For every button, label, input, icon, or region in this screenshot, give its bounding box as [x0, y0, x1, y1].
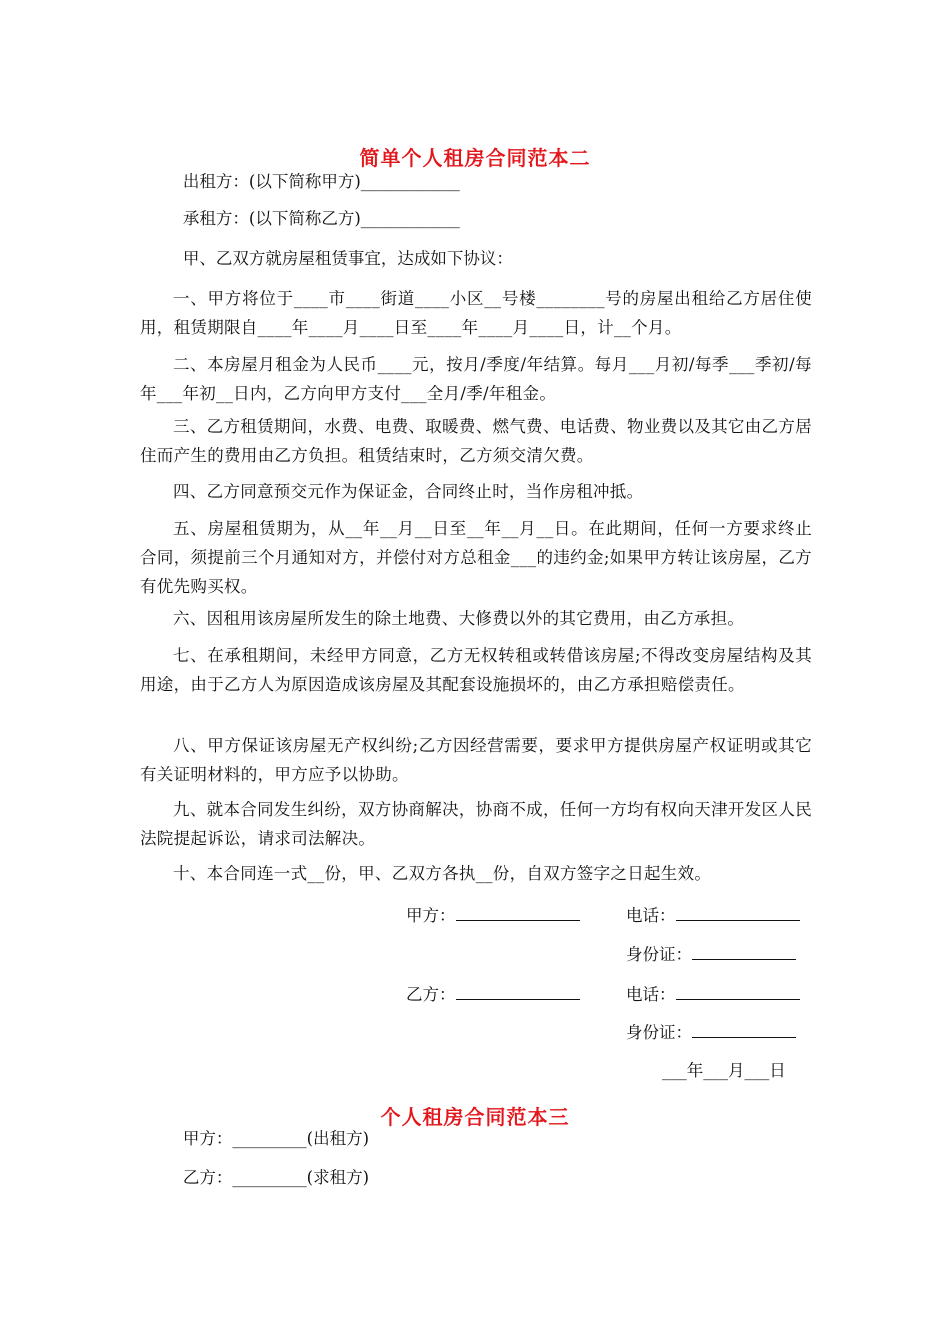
clause-1: 一、甲方将位于____市____街道____小区__号楼________号的房屋出租给乙方居住使用，租赁期限自____年____月____日至____年____月____日，计__个月。 — [140, 289, 812, 337]
section3-party-a: 甲方：_________(出租方) — [182, 1129, 370, 1148]
party-a-blank — [456, 902, 580, 921]
party-b-blank — [456, 981, 580, 1000]
phone-label: 电话： — [626, 985, 676, 1004]
clause-3: 三、乙方租赁期间，水费、电费、取暖费、燃气费、电话费、物业费以及其它由乙方居住而产生的费用由乙方负担。租赁结束时，乙方须交清欠费。 — [140, 417, 812, 465]
party-b-id — [626, 1019, 796, 1046]
clause-6: 六、因租用该房屋所发生的除土地费、大修费以外的其它费用，由乙方承担。 — [173, 609, 745, 628]
party-a-signature — [406, 902, 580, 929]
clause-5: 五、房屋租赁期为，从__年__月__日至__年__月__日。在此期间，任何一方要求终止合同，须提前三个月通知对方，并偿付对方总租金___的违约金;如果甲方转让该房屋，乙方有优先购买权。 — [140, 519, 812, 596]
phone-label: 电话： — [626, 906, 676, 925]
party-a-phone — [626, 902, 800, 929]
clause-4: 四、乙方同意预交元作为保证金，合同终止时，当作房租冲抵。 — [173, 482, 644, 501]
section2-title: 简单个人租房合同范本二 — [359, 146, 591, 170]
lessee-line: 承租方：(以下简称乙方)____________ — [182, 209, 460, 228]
party-a-label: 甲方： — [406, 906, 456, 925]
party-a-id — [626, 941, 796, 968]
clause-8: 八、甲方保证该房屋无产权纠纷;乙方因经营需要，要求甲方提供房屋产权证明或其它有关证明材料的，甲方应予以协助。 — [140, 736, 812, 784]
section3-title: 个人租房合同范本三 — [380, 1105, 570, 1129]
clause-10: 十、本合同连一式__份，甲、乙双方各执__份，自双方签字之日起生效。 — [173, 864, 712, 883]
id-blank — [692, 1019, 796, 1038]
section3-party-b: 乙方：_________(求租方) — [182, 1168, 370, 1187]
id-label: 身份证： — [626, 1023, 692, 1042]
intro-line: 甲、乙双方就房屋租赁事宜，达成如下协议： — [182, 249, 513, 268]
phone-blank — [676, 902, 800, 921]
phone-blank — [676, 981, 800, 1000]
party-b-signature — [406, 981, 580, 1008]
clause-9: 九、就本合同发生纠纷，双方协商解决，协商不成，任何一方均有权向天津开发区人民法院提起诉讼，请求司法解决。 — [140, 800, 812, 848]
date-line: ___年___月___日 — [662, 1061, 786, 1080]
party-b-label: 乙方： — [406, 985, 456, 1004]
party-b-phone — [626, 981, 800, 1008]
clause-2: 二、本房屋月租金为人民币____元，按月/季度/年结算。每月___月初/每季___季初/每年___年初__日内，乙方向甲方支付___全月/季/年租金。 — [140, 355, 812, 403]
id-blank — [692, 941, 796, 960]
clause-7: 七、在承租期间，未经甲方同意，乙方无权转租或转借该房屋;不得改变房屋结构及其用途，由于乙方人为原因造成该房屋及其配套设施损坏的，由乙方承担赔偿责任。 — [140, 646, 812, 694]
lessor-line: 出租方：(以下简称甲方)____________ — [182, 172, 460, 191]
id-label: 身份证： — [626, 945, 692, 964]
